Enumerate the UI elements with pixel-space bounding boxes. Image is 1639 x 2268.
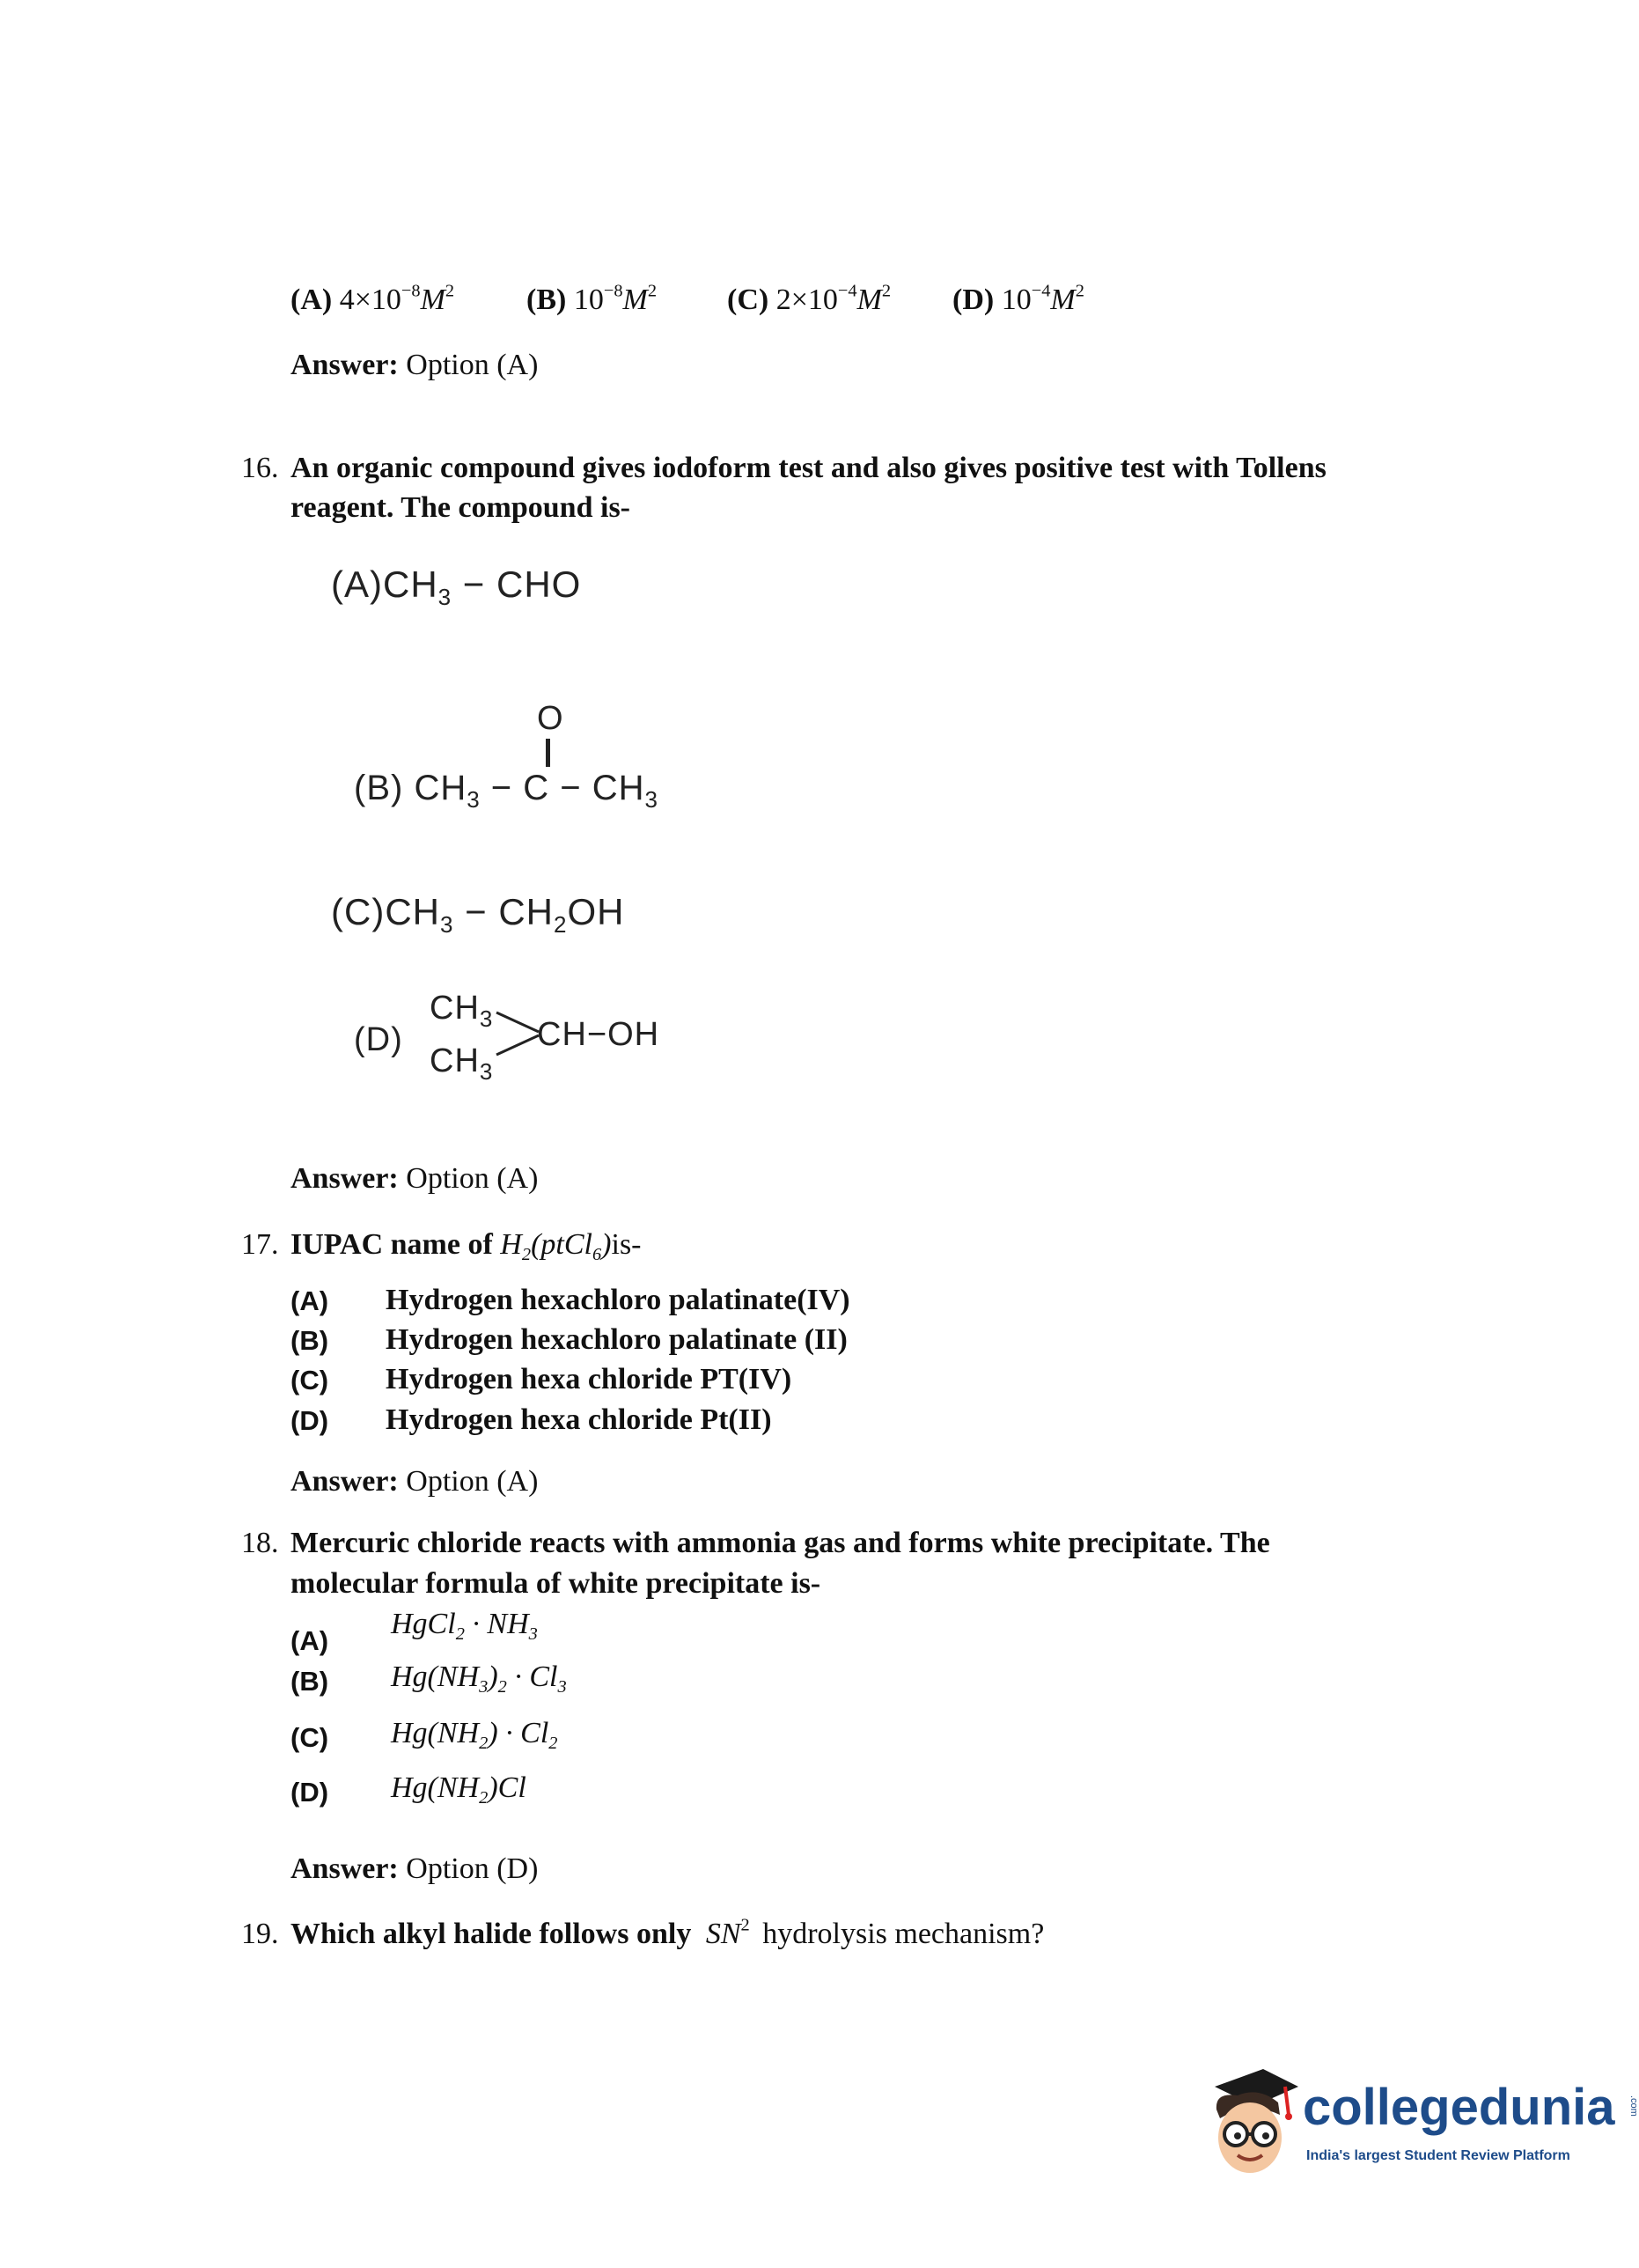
q15-answer: Answer: Option (A) xyxy=(290,349,539,381)
q17-option-c-text: Hydrogen hexa chloride PT(IV) xyxy=(386,1363,792,1395)
q18-option-c-formula: $Hg(NH_2) \cdot Cl_2$ xyxy=(391,1717,558,1754)
brand-tagline: India's largest Student Review Platform xyxy=(1306,2148,1570,2163)
ketone-oxygen: O xyxy=(537,700,564,737)
brand-name: collegedunia xyxy=(1303,2079,1615,2136)
q18-answer: Answer: Option (D) xyxy=(290,1852,539,1885)
q15-option-b: (B) $10^{-8}M^2$ xyxy=(526,281,658,316)
q18-option-a-formula: HgCl$_2$ · $NH_3$ xyxy=(391,1608,538,1645)
q17-option-d-text: Hydrogen hexa chloride Pt(II) xyxy=(386,1403,772,1436)
collegedunia-logo xyxy=(1197,2060,1639,2183)
q17-option-b-text: Hydrogen hexachloro palatinate (II) xyxy=(386,1323,848,1356)
double-bond-line xyxy=(546,739,550,767)
q17-option-c-label: (C) xyxy=(290,1365,329,1395)
q17-answer: Answer: Option (A) xyxy=(290,1465,539,1498)
q15-option-a: (A) $4\times 10^{-8}M^2$ xyxy=(290,281,455,316)
q16-option-b: O (B) $CH_3 - C - CH_3$ xyxy=(354,700,658,814)
q18-option-d-label: (D) xyxy=(290,1777,329,1808)
q19-question: Which alkyl halide follows only $SN^2$ hydrolysis mechanism? xyxy=(290,1915,1045,1950)
q18-question-line1: Mercuric chloride reacts with ammonia gas and forms white precipitate. The xyxy=(290,1527,1270,1559)
mascot-icon xyxy=(1197,2060,1303,2183)
q18-number: 18. xyxy=(241,1527,279,1559)
q17-option-a-text: Hydrogen hexachloro palatinate(IV) xyxy=(386,1284,850,1316)
q17-option-b-label: (B) xyxy=(290,1325,329,1356)
q18-option-b-formula: $Hg(NH_3)_2 \cdot Cl_3$ xyxy=(391,1660,567,1697)
q18-option-a-label: (A) xyxy=(290,1625,329,1656)
q19-number: 19. xyxy=(241,1918,279,1950)
q17-option-a-label: (A) xyxy=(290,1285,329,1316)
q17-number: 17. xyxy=(241,1228,279,1261)
q18-option-d-formula: $Hg(NH_2)Cl$ xyxy=(391,1771,526,1808)
q16-option-d: (D) $CH_3$ $CH_3$ CH−OH xyxy=(354,990,660,1086)
q16-answer: Answer: Option (A) xyxy=(290,1162,539,1195)
q15-option-d: (D) $10^{-4}M^2$ xyxy=(952,281,1084,316)
q17-option-d-label: (D) xyxy=(290,1405,329,1436)
q16-question-line1: An organic compound gives iodoform test and also gives positive test with Tollens xyxy=(290,452,1327,484)
q16-number: 16. xyxy=(241,452,279,484)
q16-option-c: $(C)CH_3 - CH_2OH$ xyxy=(331,891,625,939)
q17-question: IUPAC name of $H_2(ptCl_6)is-$ xyxy=(290,1228,642,1265)
q15-option-c: (C) $2\times 10^{-4}M^2$ xyxy=(727,281,892,316)
q18-option-b-label: (B) xyxy=(290,1666,329,1697)
q16-question-line2: reagent. The compound is- xyxy=(290,491,631,524)
q18-option-c-label: (C) xyxy=(290,1722,329,1753)
q16-option-a: $(A)CH_3$ − CHO xyxy=(331,563,582,611)
q18-question-line2: molecular formula of white precipitate is- xyxy=(290,1567,821,1600)
brand-dotcom: .com xyxy=(1628,2095,1639,2117)
